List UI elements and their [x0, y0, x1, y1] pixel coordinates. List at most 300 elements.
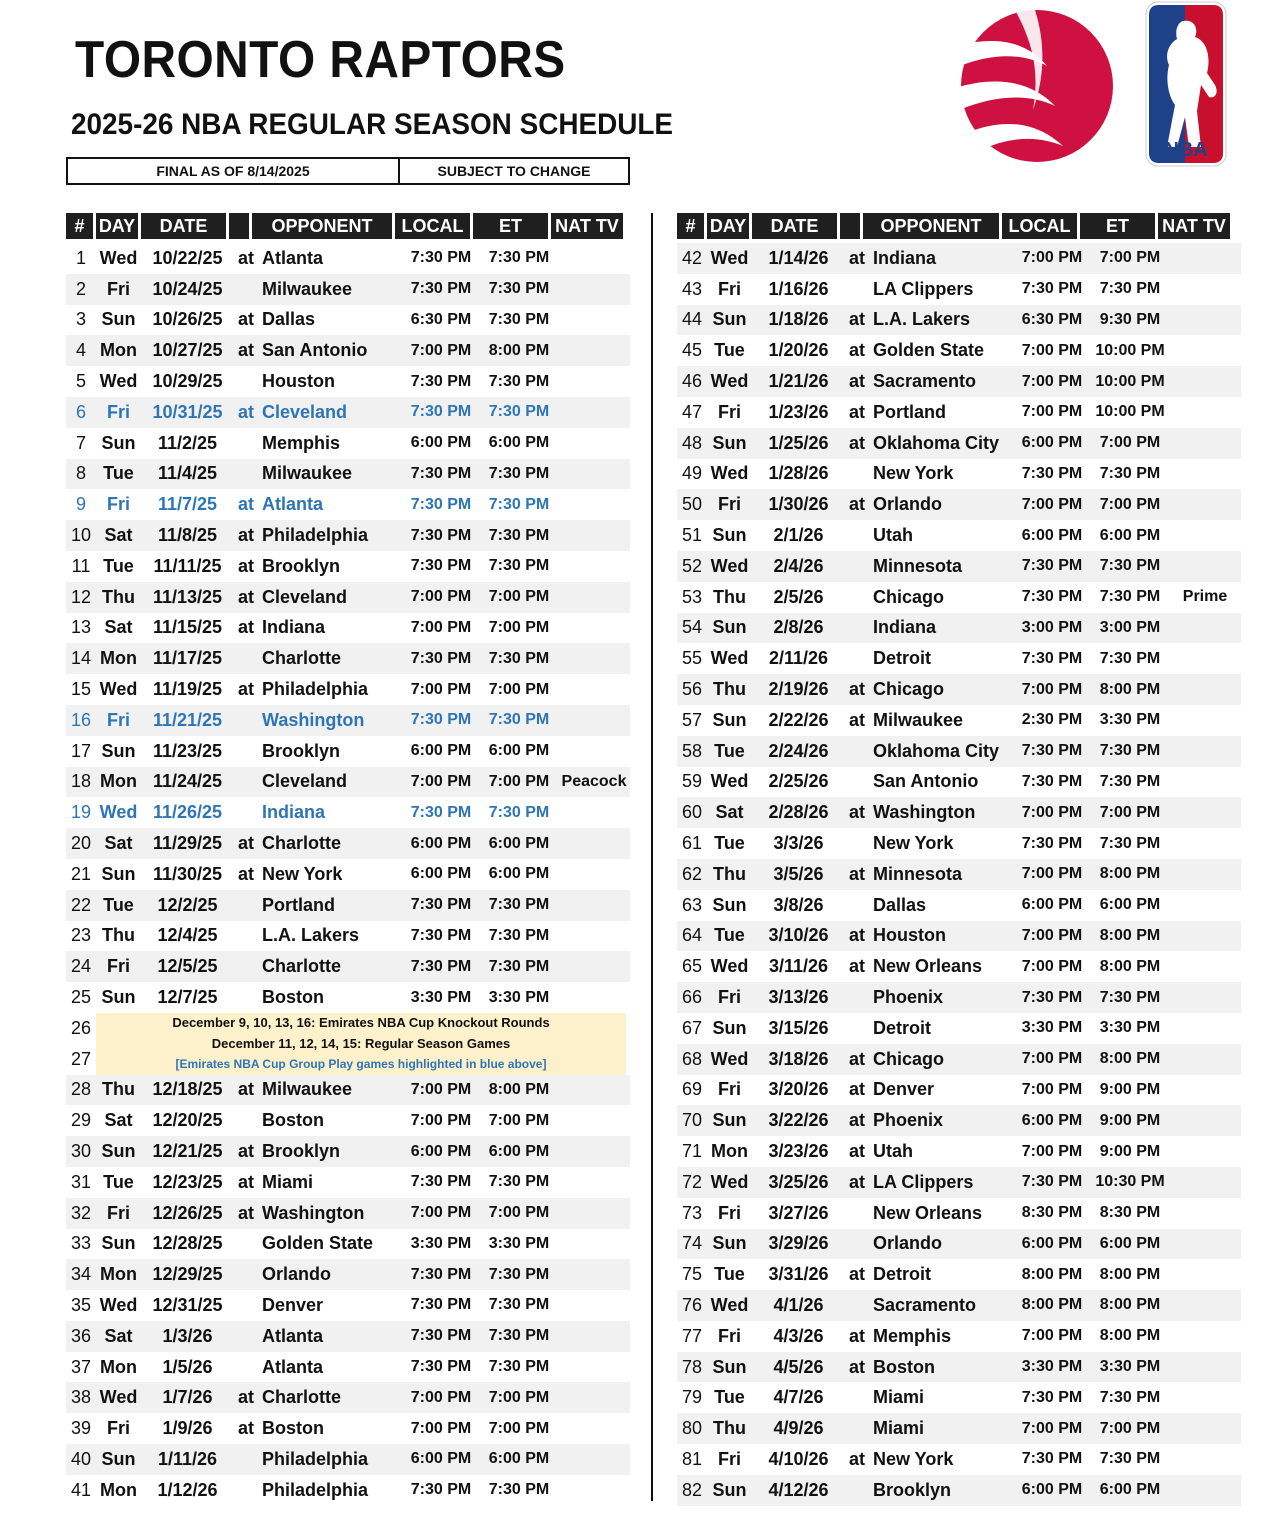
game-away-marker: at	[849, 371, 866, 392]
game-local-time: 7:30 PM	[410, 372, 472, 390]
game-day: Fri	[717, 278, 741, 299]
game-number: 74	[681, 1233, 703, 1254]
game-number: 64	[681, 925, 703, 946]
game-number: 28	[70, 1079, 92, 1100]
game-row	[677, 1229, 1241, 1260]
game-number: 69	[681, 1079, 703, 1100]
game-row	[66, 1382, 630, 1413]
game-day: Thu	[102, 586, 135, 607]
game-number: 46	[681, 371, 703, 392]
game-opponent: Brooklyn	[262, 555, 341, 576]
game-number: 8	[75, 463, 86, 484]
game-number: 2	[75, 278, 86, 299]
game-opponent: Washington	[262, 709, 365, 730]
game-date: 3/23/26	[768, 1141, 829, 1161]
game-local-time: 7:00 PM	[410, 680, 472, 698]
game-opponent: New York	[262, 863, 343, 884]
game-row	[66, 551, 630, 582]
game-day: Wed	[710, 648, 749, 669]
game-row	[66, 520, 630, 551]
game-opponent: San Antonio	[873, 771, 979, 792]
cup-note-line2: December 11, 12, 14, 15: Regular Season Games	[211, 1036, 511, 1052]
game-opponent: Boston	[262, 1418, 324, 1439]
game-row	[677, 613, 1241, 644]
game-et-time: 3:00 PM	[1099, 618, 1161, 636]
game-et-time: 7:00 PM	[1099, 249, 1161, 267]
game-local-time: 7:00 PM	[410, 588, 472, 606]
game-away-marker: at	[238, 401, 255, 422]
game-row	[66, 274, 630, 305]
game-day: Wed	[99, 679, 138, 700]
game-number: 42	[681, 247, 703, 268]
game-date: 12/18/25	[152, 1079, 223, 1100]
game-number: 43	[681, 278, 703, 299]
game-et-time: 7:30 PM	[488, 1481, 550, 1499]
game-et-time: 7:00 PM	[488, 680, 550, 698]
game-day: Sun	[712, 432, 747, 453]
game-et-time: 8:00 PM	[488, 1080, 550, 1098]
game-date: 3/27/26	[768, 1202, 829, 1223]
game-day: Fri	[717, 1079, 741, 1100]
game-date: 1/7/26	[162, 1387, 213, 1408]
page-title: TORONTO RAPTORS	[75, 31, 566, 89]
game-day: Tue	[714, 925, 745, 946]
game-day: Wed	[710, 771, 749, 792]
game-date: 2/24/26	[768, 740, 829, 761]
game-day: Sun	[712, 1233, 747, 1254]
game-date: 10/26/25	[152, 309, 223, 330]
game-day: Fri	[717, 494, 741, 515]
game-number: 30	[70, 1141, 92, 1161]
game-day: Wed	[710, 463, 749, 484]
game-local-time: 7:00 PM	[1021, 1142, 1083, 1160]
game-local-time: 7:00 PM	[1021, 1050, 1083, 1068]
game-opponent: Oklahoma City	[873, 740, 1000, 761]
game-et-time: 8:00 PM	[1099, 1296, 1161, 1314]
game-row	[677, 859, 1241, 890]
schedule-left	[66, 213, 630, 1506]
game-et-time: 7:00 PM	[488, 588, 550, 606]
game-row	[677, 1013, 1241, 1044]
game-row	[677, 828, 1241, 859]
game-day: Sun	[101, 309, 136, 330]
col-num: #	[66, 213, 93, 239]
game-row	[677, 1105, 1241, 1136]
game-day: Tue	[103, 463, 134, 484]
game-away-marker: at	[849, 1110, 866, 1131]
game-et-time: 6:00 PM	[488, 865, 550, 883]
game-opponent: Charlotte	[262, 648, 342, 669]
game-opponent: Denver	[262, 1294, 324, 1315]
game-day: Thu	[713, 863, 746, 884]
game-number: 23	[70, 925, 92, 946]
game-away-marker: at	[849, 494, 866, 515]
game-day: Fri	[717, 1448, 741, 1469]
game-local-time: 6:00 PM	[1021, 1234, 1083, 1252]
game-day: Tue	[714, 833, 745, 854]
game-date: 12/21/25	[152, 1141, 223, 1161]
game-row	[677, 1382, 1241, 1413]
game-away-marker: at	[849, 340, 866, 361]
game-day: Wed	[99, 802, 138, 823]
game-local-time: 7:00 PM	[1021, 341, 1083, 359]
game-opponent: Golden State	[873, 340, 985, 361]
game-row	[677, 582, 1241, 613]
game-row	[66, 1167, 630, 1198]
game-et-time: 7:30 PM	[1099, 772, 1161, 790]
game-date: 1/9/26	[162, 1418, 213, 1439]
game-number: 81	[681, 1448, 703, 1469]
game-opponent: Orlando	[262, 1264, 332, 1285]
game-row	[66, 736, 630, 767]
game-away-marker: at	[849, 925, 866, 946]
game-row	[66, 1105, 630, 1136]
game-opponent: New York	[873, 1448, 954, 1469]
game-local-time: 7:00 PM	[1021, 372, 1083, 390]
game-local-time: 6:00 PM	[410, 742, 472, 760]
game-et-time: 6:00 PM	[488, 434, 550, 452]
game-date: 2/25/26	[768, 771, 829, 792]
game-day: Thu	[713, 679, 746, 700]
game-et-time: 7:30 PM	[1099, 834, 1161, 852]
game-day: Wed	[710, 371, 749, 392]
game-et-time: 3:30 PM	[1099, 711, 1161, 729]
game-away-marker: at	[849, 802, 866, 823]
game-opponent: Atlanta	[262, 247, 324, 268]
game-local-time: 8:30 PM	[1021, 1204, 1083, 1222]
game-number: 53	[681, 586, 703, 607]
game-row	[677, 1352, 1241, 1383]
game-et-time: 7:30 PM	[488, 557, 550, 575]
game-row	[66, 335, 630, 366]
game-away-marker: at	[238, 833, 255, 854]
game-day: Fri	[106, 1202, 130, 1223]
game-local-time: 6:30 PM	[410, 310, 472, 328]
game-local-time: 2:30 PM	[1021, 711, 1083, 729]
game-et-time: 7:30 PM	[1099, 557, 1161, 575]
game-et-time: 8:00 PM	[1099, 865, 1161, 883]
game-date: 3/31/26	[768, 1264, 829, 1285]
game-opponent: Golden State	[262, 1233, 374, 1254]
game-number: 5	[75, 371, 86, 392]
game-date: 10/22/25	[152, 247, 223, 268]
game-local-time: 7:00 PM	[410, 618, 472, 636]
game-number: 24	[70, 956, 92, 977]
game-et-time: 7:30 PM	[488, 1265, 550, 1283]
game-opponent: Miami	[873, 1418, 925, 1439]
game-date: 1/18/26	[768, 309, 829, 330]
raptors-logo-icon	[955, 6, 1115, 166]
game-away-marker: at	[238, 586, 255, 607]
game-local-time: 7:00 PM	[1021, 249, 1083, 267]
game-local-time: 7:30 PM	[410, 1296, 472, 1314]
game-row	[677, 551, 1241, 582]
game-day: Sun	[712, 617, 747, 638]
game-number: 36	[70, 1325, 92, 1346]
game-day: Fri	[106, 278, 130, 299]
game-number: 82	[681, 1479, 703, 1500]
game-opponent: Brooklyn	[262, 1141, 341, 1161]
game-row	[66, 890, 630, 921]
game-number: 59	[681, 771, 703, 792]
game-opponent: Oklahoma City	[873, 432, 1000, 453]
game-opponent: Indiana	[262, 617, 326, 638]
game-et-time: 7:00 PM	[488, 618, 550, 636]
game-away-marker: at	[238, 1171, 255, 1192]
game-date: 11/15/25	[152, 617, 223, 638]
game-date: 3/20/26	[768, 1079, 829, 1100]
game-date: 11/30/25	[152, 863, 223, 884]
game-day: Mon	[100, 340, 137, 361]
game-date: 12/23/25	[152, 1171, 223, 1192]
game-opponent: L.A. Lakers	[262, 925, 360, 946]
game-et-time: 7:00 PM	[488, 1204, 550, 1222]
game-local-time: 7:30 PM	[1021, 649, 1083, 667]
game-away-marker: at	[849, 1325, 866, 1346]
game-number: 37	[70, 1356, 92, 1377]
game-local-time: 7:00 PM	[410, 1388, 472, 1406]
game-number: 32	[70, 1202, 92, 1223]
game-et-time: 9:00 PM	[1099, 1142, 1161, 1160]
game-number: 60	[681, 802, 703, 823]
game-local-time: 7:00 PM	[1021, 403, 1083, 421]
game-day: Sun	[712, 525, 747, 546]
game-row	[66, 767, 630, 798]
game-local-time: 7:30 PM	[410, 526, 472, 544]
game-et-time: 7:00 PM	[1099, 803, 1161, 821]
game-row	[677, 1444, 1241, 1475]
column-divider	[651, 213, 653, 1501]
game-date: 1/20/26	[768, 340, 829, 361]
game-day: Sun	[712, 1110, 747, 1131]
game-number: 34	[70, 1264, 92, 1285]
game-date: 3/18/26	[768, 1048, 829, 1069]
game-day: Mon	[711, 1141, 748, 1161]
game-local-time: 7:00 PM	[1021, 1327, 1083, 1345]
game-et-time: 7:30 PM	[488, 403, 550, 421]
game-et-time: 7:30 PM	[488, 464, 550, 482]
game-et-time: 8:30 PM	[1099, 1204, 1161, 1222]
game-date: 3/22/26	[768, 1110, 829, 1131]
game-local-time: 3:30 PM	[1021, 1019, 1083, 1037]
game-number: 7	[75, 432, 86, 453]
game-local-time: 7:30 PM	[410, 803, 472, 821]
game-day: Fri	[106, 1418, 130, 1439]
col-date: DATE	[141, 213, 226, 239]
game-local-time: 7:30 PM	[410, 249, 472, 267]
game-opponent: Utah	[873, 1141, 913, 1161]
game-away-marker: at	[238, 494, 255, 515]
game-local-time: 7:30 PM	[410, 1173, 472, 1191]
game-date: 11/11/25	[153, 555, 222, 576]
game-number: 68	[681, 1048, 703, 1069]
game-away-marker: at	[238, 247, 255, 268]
game-number: 14	[70, 648, 92, 669]
game-number: 10	[70, 525, 92, 546]
game-number: 47	[681, 401, 703, 422]
game-day: Sun	[712, 309, 747, 330]
game-away-marker: at	[238, 1202, 255, 1223]
game-nat-tv: Peacock	[561, 772, 627, 790]
schedule-right	[677, 213, 1241, 1506]
game-number: 25	[70, 987, 92, 1008]
game-opponent: New York	[873, 833, 954, 854]
game-date: 12/5/25	[157, 956, 218, 977]
game-local-time: 6:00 PM	[1021, 1481, 1083, 1499]
game-local-time: 7:30 PM	[410, 649, 472, 667]
game-et-time: 7:30 PM	[488, 1296, 550, 1314]
game-day: Sat	[104, 525, 133, 546]
col-opponent: OPPONENT	[863, 213, 999, 239]
game-row	[66, 1259, 630, 1290]
game-day: Wed	[710, 956, 749, 977]
game-day: Sun	[101, 432, 136, 453]
game-date: 2/5/26	[773, 586, 824, 607]
game-number: 56	[681, 679, 703, 700]
game-day: Wed	[99, 1294, 138, 1315]
game-date: 2/22/26	[768, 709, 829, 730]
game-away-marker: at	[238, 863, 255, 884]
game-row	[677, 1136, 1241, 1167]
game-opponent: Atlanta	[262, 494, 324, 515]
game-number: 76	[681, 1294, 703, 1315]
game-local-time: 7:00 PM	[1021, 680, 1083, 698]
game-et-time: 9:00 PM	[1099, 1111, 1161, 1129]
game-local-time: 6:00 PM	[410, 834, 472, 852]
game-opponent: Charlotte	[262, 833, 342, 854]
game-day: Thu	[713, 586, 746, 607]
game-date: 3/5/26	[773, 863, 824, 884]
game-opponent: New Orleans	[873, 1202, 983, 1223]
game-number: 38	[70, 1387, 92, 1408]
game-et-time: 8:00 PM	[1099, 680, 1161, 698]
game-date: 1/30/26	[768, 494, 829, 515]
game-number: 63	[681, 894, 703, 915]
game-date: 11/7/25	[157, 494, 218, 515]
game-number: 13	[70, 617, 92, 638]
game-row	[66, 1352, 630, 1383]
cup-note-box	[96, 1013, 626, 1075]
col-date: DATE	[752, 213, 837, 239]
game-day: Sun	[712, 1479, 747, 1500]
game-date: 11/13/25	[152, 586, 223, 607]
game-day: Fri	[106, 494, 130, 515]
game-row	[677, 459, 1241, 490]
game-row	[677, 1044, 1241, 1075]
game-opponent: Charlotte	[262, 1387, 342, 1408]
game-local-time: 6:00 PM	[1021, 526, 1083, 544]
game-local-time: 7:30 PM	[410, 495, 472, 513]
game-number: 70	[681, 1110, 703, 1131]
game-opponent: Philadelphia	[262, 1479, 369, 1500]
game-row	[677, 305, 1241, 336]
game-number: 79	[681, 1387, 703, 1408]
game-et-time: 7:00 PM	[488, 1419, 550, 1437]
game-opponent: New Orleans	[873, 956, 983, 977]
game-local-time: 7:30 PM	[410, 957, 472, 975]
game-date: 12/20/25	[152, 1110, 223, 1131]
game-opponent: Dallas	[262, 309, 316, 330]
game-et-time: 6:00 PM	[1099, 896, 1161, 914]
game-row	[677, 705, 1241, 736]
game-day: Wed	[710, 1294, 749, 1315]
game-et-time: 6:00 PM	[1099, 1234, 1161, 1252]
game-date: 4/12/26	[768, 1479, 829, 1500]
game-row	[677, 489, 1241, 520]
game-number: 21	[70, 863, 92, 884]
game-opponent: Philadelphia	[262, 525, 369, 546]
game-opponent: Miami	[262, 1171, 314, 1192]
game-day: Wed	[99, 1387, 138, 1408]
game-number: 58	[681, 740, 703, 761]
game-day: Wed	[710, 555, 749, 576]
game-date: 2/1/26	[773, 525, 824, 546]
game-et-time: 8:00 PM	[488, 341, 550, 359]
game-opponent: Sacramento	[873, 1294, 977, 1315]
game-local-time: 7:30 PM	[1021, 1388, 1083, 1406]
game-number: 22	[70, 894, 92, 915]
game-local-time: 3:30 PM	[410, 1234, 472, 1252]
game-row	[66, 1444, 630, 1475]
game-away-marker: at	[849, 679, 866, 700]
game-et-time: 7:00 PM	[1099, 434, 1161, 452]
game-local-time: 6:30 PM	[1021, 310, 1083, 328]
game-number: 35	[70, 1294, 92, 1315]
game-date: 12/28/25	[152, 1233, 223, 1254]
game-et-time: 7:30 PM	[488, 280, 550, 298]
game-local-time: 7:30 PM	[410, 403, 472, 421]
game-number: 50	[681, 494, 703, 515]
game-et-time: 9:30 PM	[1099, 310, 1161, 328]
game-opponent: Philadelphia	[262, 679, 369, 700]
nba-logo-icon	[1145, 1, 1227, 167]
game-opponent: Phoenix	[873, 1110, 944, 1131]
game-day: Thu	[102, 925, 135, 946]
game-number: 1	[75, 247, 86, 268]
col-day: DAY	[96, 213, 138, 239]
game-opponent: Boston	[873, 1356, 935, 1377]
game-date: 1/11/26	[157, 1448, 218, 1469]
game-opponent: Denver	[873, 1079, 935, 1100]
page-subtitle: 2025-26 NBA REGULAR SEASON SCHEDULE	[71, 108, 674, 141]
game-et-time: 7:30 PM	[1099, 1388, 1161, 1406]
game-day: Sat	[104, 1325, 133, 1346]
game-number: 61	[681, 833, 703, 854]
game-date: 12/31/25	[152, 1294, 223, 1315]
game-row	[66, 828, 630, 859]
game-date: 11/19/25	[152, 679, 223, 700]
game-et-time: 8:00 PM	[1099, 1265, 1161, 1283]
game-date: 1/16/26	[768, 278, 829, 299]
game-date: 4/10/26	[768, 1448, 829, 1469]
col-nat-tv: NAT TV	[551, 213, 623, 239]
game-row	[677, 1475, 1241, 1506]
game-opponent: LA Clippers	[873, 1171, 974, 1192]
game-number: 44	[681, 309, 703, 330]
game-opponent: Milwaukee	[262, 278, 353, 299]
note-num-27: 27	[70, 1048, 92, 1069]
game-away-marker: at	[238, 617, 255, 638]
game-number: 41	[70, 1479, 92, 1500]
game-row	[66, 613, 630, 644]
game-local-time: 8:00 PM	[1021, 1265, 1083, 1283]
game-opponent: Milwaukee	[873, 709, 964, 730]
game-row	[66, 982, 630, 1013]
game-local-time: 7:30 PM	[1021, 464, 1083, 482]
col-et: ET	[1080, 213, 1155, 239]
game-opponent: Houston	[262, 371, 335, 392]
game-away-marker: at	[238, 525, 255, 546]
